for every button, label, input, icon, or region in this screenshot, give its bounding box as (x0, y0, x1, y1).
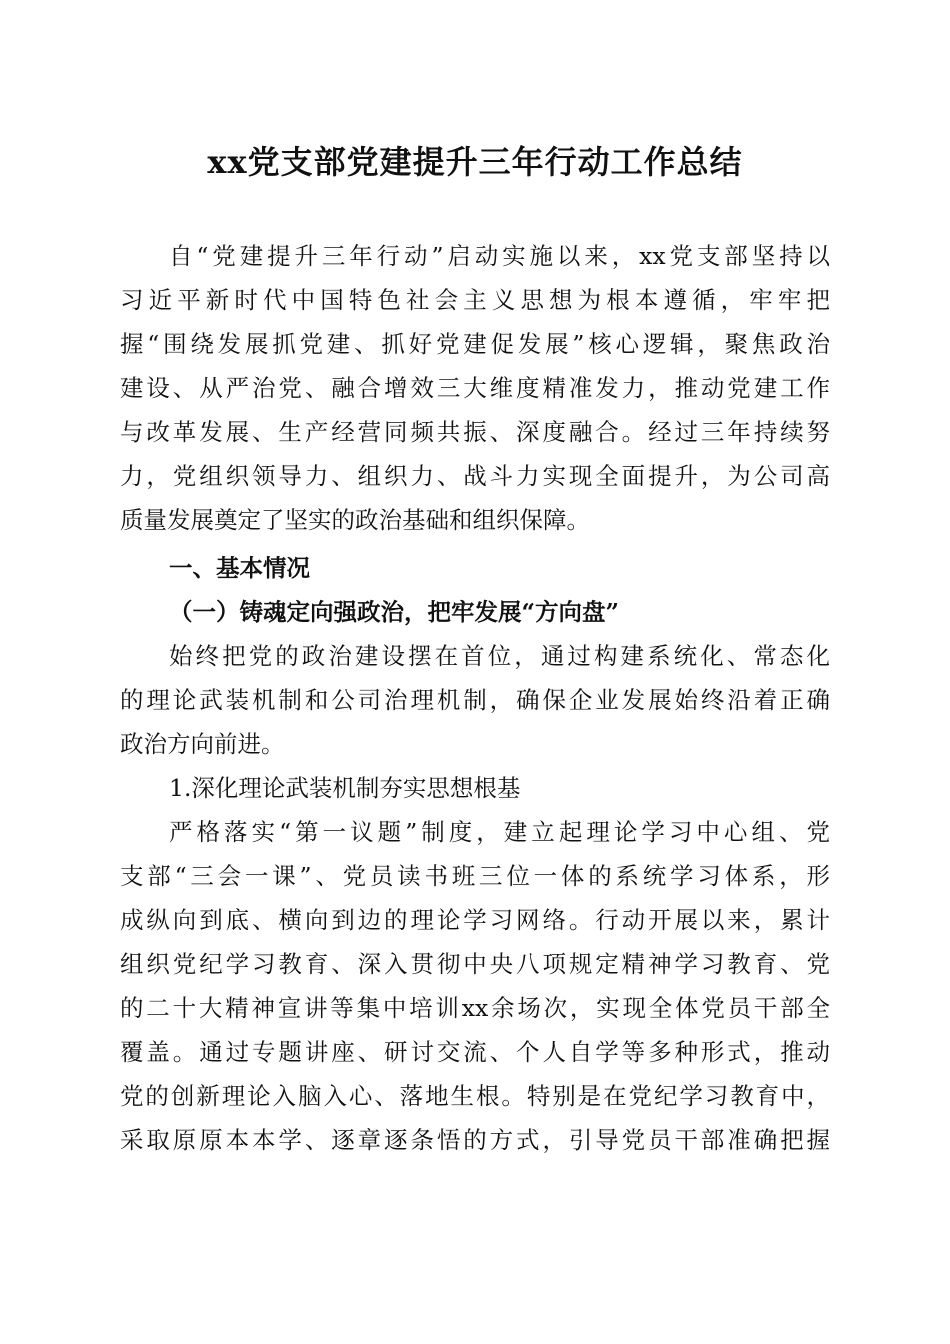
paragraph-line: 的理论武装机制和公司治理机制，确保企业发展始终沿着正确 (120, 686, 830, 714)
intro-line: 握“围绕发展抓党建、抓好党建促发展”核心逻辑，聚焦政治 (120, 330, 830, 358)
item-heading: 1.深化理论武装机制夯实思想根基 (169, 774, 521, 802)
paragraph-line: 组织党纪学习教育、深入贯彻中央八项规定精神学习教育、党 (120, 950, 830, 978)
paragraph-line: 支部“三会一课”、党员读书班三位一体的系统学习体系，形 (120, 862, 830, 890)
intro-line: 习近平新时代中国特色社会主义思想为根本遵循，牢牢把 (120, 286, 830, 314)
paragraph-line: 采取原原本本学、逐章逐条悟的方式，引导党员干部准确把握 (120, 1126, 830, 1154)
paragraph-line: 成纵向到底、横向到边的理论学习网络。行动开展以来，累计 (120, 906, 830, 934)
paragraph-line: 的二十大精神宣讲等集中培训xx余场次，实现全体党员干部全 (120, 994, 830, 1022)
intro-line: 自“党建提升三年行动”启动实施以来，xx党支部坚持以 (169, 242, 830, 270)
paragraph-line: 严格落实“第一议题”制度，建立起理论学习中心组、党 (169, 818, 830, 846)
intro-line: 与改革发展、生产经营同频共振、深度融合。经过三年持续努 (120, 418, 830, 446)
document-title: xx党支部党建提升三年行动工作总结 (207, 143, 743, 181)
intro-line: 力，党组织领导力、组织力、战斗力实现全面提升，为公司高 (120, 462, 830, 490)
subsection-heading: （一）铸魂定向强政治，把牢发展“方向盘” (169, 598, 620, 626)
paragraph-line: 党的创新理论入脑入心、落地生根。特别是在党纪学习教育中， (120, 1082, 830, 1110)
intro-line: 质量发展奠定了坚实的政治基础和组织保障。 (120, 506, 590, 534)
paragraph-line: 政治方向前进。 (120, 730, 285, 758)
paragraph-line: 始终把党的政治建设摆在首位，通过构建系统化、常态化 (169, 642, 830, 670)
section-heading: 一、基本情况 (169, 554, 310, 582)
intro-line: 建设、从严治党、融合增效三大维度精准发力，推动党建工作 (120, 374, 830, 402)
paragraph-line: 覆盖。通过专题讲座、研讨交流、个人自学等多种形式，推动 (120, 1038, 830, 1066)
